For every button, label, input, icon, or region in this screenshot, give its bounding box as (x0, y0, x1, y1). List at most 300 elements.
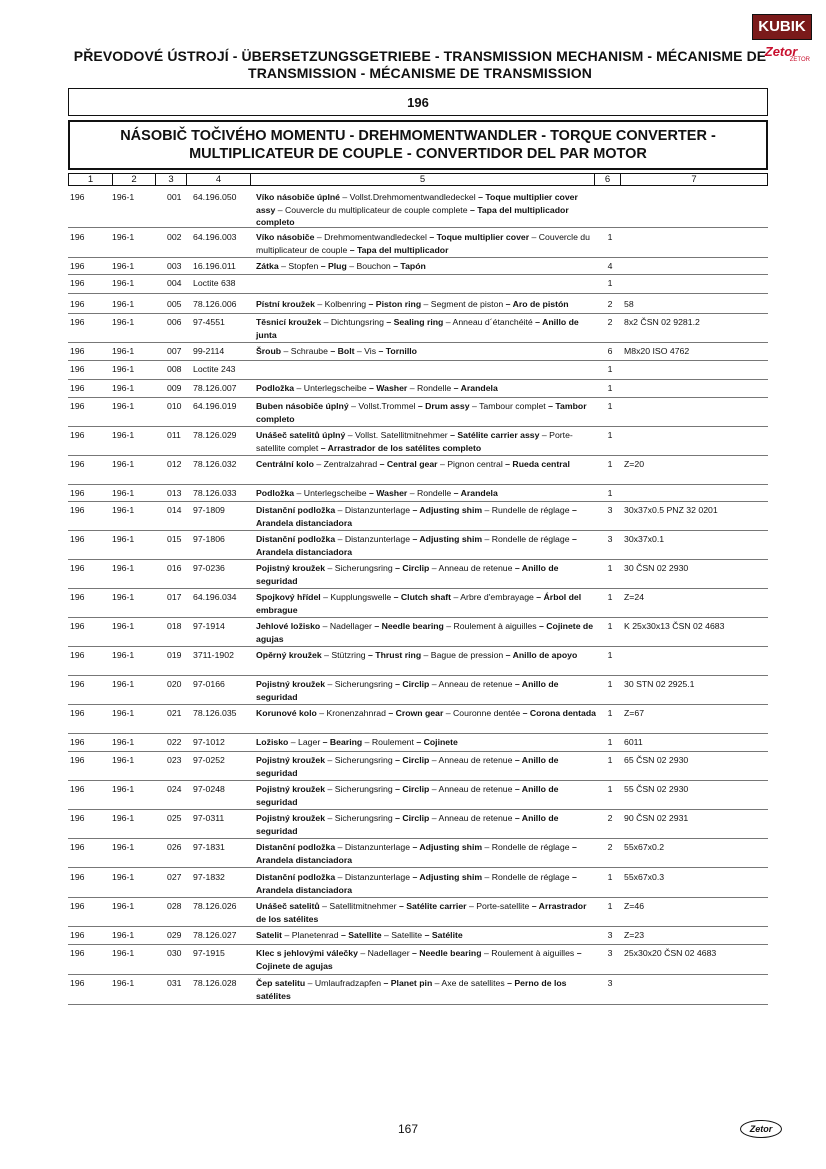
description-term: – Arandela (451, 488, 498, 498)
description-term: – Needle bearing (371, 621, 444, 631)
table-cell-c4: 97-0311 (193, 813, 225, 823)
description-term: – Drum assy (415, 401, 470, 411)
table-cell-c6: 1 (607, 383, 613, 393)
description-term: – Rondelle de réglage (482, 872, 570, 882)
description-term: – Stopfen (278, 261, 319, 271)
table-cell-c1: 196 (70, 364, 85, 374)
table-cell-c6: 1 (607, 872, 613, 882)
description-term: – Rondelle (407, 383, 452, 393)
description-term: – Sealing ring (383, 317, 444, 327)
description-term: – Adjusting shim (410, 872, 483, 882)
table-cell-c1: 196 (70, 650, 85, 660)
table-cell-c3: 022 (167, 737, 182, 747)
table-cell-c2: 196-1 (112, 737, 135, 747)
table-cell-c5 (256, 812, 596, 837)
table-cell-c3: 025 (167, 813, 182, 823)
table-cell-c3: 007 (167, 346, 182, 356)
description-term: Spojkový hřídel (256, 592, 321, 602)
table-cell-c1: 196 (70, 755, 85, 765)
table-cell-c2: 196-1 (112, 650, 135, 660)
description-term: Centrální kolo (256, 459, 314, 469)
description-term: – Rondelle de réglage (482, 842, 570, 852)
table-cell-c3: 014 (167, 505, 182, 515)
table-cell-c3: 010 (167, 401, 182, 411)
table-cell-c4: 97-1012 (193, 737, 225, 747)
description-term: – Drehmomentwandledeckel (314, 232, 427, 242)
table-cell-c6: 1 (607, 650, 613, 660)
table-cell-c1: 196 (70, 430, 85, 440)
table-cell-c2: 196-1 (112, 383, 135, 393)
table-cell-c5 (256, 783, 596, 808)
description-term: – Adjusting shim (410, 534, 483, 544)
description-term: – Arandela (451, 383, 498, 393)
table-cell-c2: 196-1 (112, 563, 135, 573)
table-cell-c2: 196-1 (112, 232, 135, 242)
table-cell-c2: 196-1 (112, 364, 135, 374)
table-cell-c6: 3 (607, 534, 613, 544)
description-term: – Satellitmitnehmer (319, 901, 397, 911)
table-cell-c2: 196-1 (112, 948, 135, 958)
table-cell-c5 (256, 429, 596, 454)
description-term: – Arandela distanciadora (256, 505, 577, 528)
description-term: Ložisko (256, 737, 289, 747)
table-cell-c7: 6011 (624, 737, 643, 747)
table-cell-c7: 25x30x20 ČSN 02 4683 (624, 948, 717, 958)
table-cell-c5 (256, 316, 596, 341)
description-term: – Corona dentada (520, 708, 596, 718)
table-cell-c5 (256, 260, 596, 273)
table-cell-c5 (256, 707, 596, 720)
description-term: – Anillo de seguridad (256, 813, 559, 836)
table-cell-c2: 196-1 (112, 488, 135, 498)
description-term: – Tapón (390, 261, 426, 271)
table-cell-c6: 1 (607, 592, 613, 602)
description-term: – Vollst. Satellitmitnehmer (345, 430, 448, 440)
table-cell-c6: 3 (607, 505, 613, 515)
table-cell-c2: 196-1 (112, 842, 135, 852)
description-term: – Rundelle de réglage (482, 505, 570, 515)
description-term: – Tapa del multiplicador completo (256, 204, 569, 227)
description-term: – Porte-satellite complet (256, 430, 573, 453)
description-term: – Tambor completo (256, 401, 587, 424)
table-cell-c3: 003 (167, 261, 182, 271)
table-cell-c2: 196-1 (112, 872, 135, 882)
zetor-footer-logo: Zetor (740, 1120, 782, 1138)
table-cell-c2: 196-1 (112, 459, 135, 469)
title-line-1: NÁSOBIČ TOČIVÉHO MOMENTU - DREHMOMENTWANDLER - TORQUE CONVERTER - (120, 128, 716, 144)
column-header: 7 (691, 174, 697, 185)
description-term: – Tambour complet (469, 401, 546, 411)
description-term: Unášeč satelitů úplný (256, 430, 346, 440)
table-row (68, 975, 768, 1004)
description-term: – Circlip (392, 784, 430, 794)
description-term: – Roulement à aiguilles (443, 621, 537, 631)
description-term: – Sicherungsring (325, 563, 393, 573)
table-cell-c3: 004 (167, 278, 182, 288)
table-cell-c4: 78.126.026 (193, 901, 237, 911)
table-row (68, 647, 768, 675)
table-cell-c4: 16.196.011 (193, 261, 236, 271)
table-cell-c1: 196 (70, 948, 85, 958)
table-cell-c3: 008 (167, 364, 182, 374)
table-cell-c6: 1 (607, 679, 613, 689)
description-term: Korunové kolo (256, 708, 317, 718)
table-cell-c3: 019 (167, 650, 182, 660)
table-cell-c4: 97-0166 (193, 679, 225, 689)
table-cell-c5 (256, 649, 596, 662)
column-header: 6 (595, 174, 621, 185)
table-cell-c7: M8x20 ISO 4762 (624, 346, 690, 356)
table-cell-c4: 99-2114 (193, 346, 225, 356)
description-term: – Anneau de retenue (429, 679, 513, 689)
table-cell-c3: 030 (167, 948, 182, 958)
table-cell-c1: 196 (70, 401, 85, 411)
table-cell-c7: 30x37x0.1 (624, 534, 665, 544)
description-term: – Satélite carrier (396, 901, 467, 911)
description-term: – Cojinete de agujas (256, 948, 582, 971)
header-line-1: PŘEVODOVÉ ÚSTROJÍ - ÜBERSETZUNGSGETRIEBE - TRANSMISSION MECHANISM - MÉCANISME DE (73, 48, 767, 64)
table-cell-c6: 1 (607, 278, 613, 288)
table-cell-c3: 026 (167, 842, 182, 852)
description-term: – Sicherungsring (325, 679, 393, 689)
table-cell-c4: 78.126.032 (193, 459, 237, 469)
description-term: – Satélite carrier assy (447, 430, 540, 440)
column-header: 5 (251, 174, 595, 185)
table-cell-c3: 021 (167, 708, 182, 718)
table-cell-c3: 024 (167, 784, 182, 794)
table-cell-c2: 196-1 (112, 901, 135, 911)
description-term: Distanční podložka (256, 505, 336, 515)
table-cell-c7: K 25x30x13 ČSN 02 4683 (624, 621, 725, 631)
table-cell-c6: 4 (607, 261, 613, 271)
description-term: – Arandela distanciadora (256, 872, 577, 895)
table-cell-c4: 64.196.050 (193, 192, 237, 202)
table-cell-c3: 002 (167, 232, 182, 242)
table-cell-c6: 3 (607, 948, 613, 958)
description-term: – Arandela distanciadora (256, 534, 577, 557)
description-term: – Washer (366, 488, 408, 498)
description-term: – Arandela distanciadora (256, 842, 577, 865)
table-cell-c4: 97-0252 (193, 755, 225, 765)
table-cell-c2: 196-1 (112, 784, 135, 794)
description-term: Satelit (256, 930, 283, 940)
table-cell-c6: 1 (607, 621, 613, 631)
table-cell-c7: Z=23 (624, 930, 645, 940)
table-cell-c2: 196-1 (112, 813, 135, 823)
table-row (68, 427, 768, 455)
table-row (68, 839, 768, 867)
description-term: – Sicherungsring (325, 813, 393, 823)
table-cell-c5 (256, 298, 596, 311)
table-cell-c1: 196 (70, 901, 85, 911)
description-term: – Nadellager (357, 948, 410, 958)
description-term: Klec s jehlovými válečky (256, 948, 358, 958)
description-term: – Vollst.Trommel (348, 401, 416, 411)
table-cell-c4: Loctite 638 (193, 278, 236, 288)
table-cell-c1: 196 (70, 930, 85, 940)
description-term: Pojistný kroužek (256, 563, 326, 573)
table-cell-c4: 78.126.035 (193, 708, 237, 718)
description-term: – Toque multiplier cover (426, 232, 530, 242)
description-term: – Needle bearing (409, 948, 482, 958)
description-term: – Anillo de seguridad (256, 563, 559, 586)
table-cell-c3: 028 (167, 901, 182, 911)
description-term: Pojistný kroužek (256, 784, 326, 794)
table-cell-c2: 196-1 (112, 278, 135, 288)
description-term: – Adjusting shim (410, 842, 483, 852)
table-cell-c4: Loctite 243 (193, 364, 236, 374)
description-term: – Axe de satellites (432, 978, 505, 988)
table-cell-c7: 90 ČSN 02 2931 (624, 813, 689, 823)
table-cell-c5 (256, 736, 596, 749)
table-cell-c1: 196 (70, 346, 85, 356)
table-cell-c4: 64.196.034 (193, 592, 237, 602)
table-cell-c5 (256, 400, 596, 425)
table-row (68, 296, 768, 313)
table-cell-c6: 1 (607, 563, 613, 573)
table-cell-c2: 196-1 (112, 592, 135, 602)
description-term: – Kolbenring (314, 299, 367, 309)
table-cell-c3: 018 (167, 621, 182, 631)
row-divider (68, 867, 768, 868)
description-term: – Porte-satellite (466, 901, 530, 911)
page-header (70, 48, 770, 82)
table-cell-c4: 97-1832 (193, 872, 225, 882)
table-cell-c1: 196 (70, 872, 85, 882)
description-term: – Zentralzahrad (313, 459, 378, 469)
table-cell-c4: 78.126.033 (193, 488, 237, 498)
table-cell-c1: 196 (70, 278, 85, 288)
table-cell-c3: 009 (167, 383, 182, 393)
description-term: – Anillo de seguridad (256, 755, 559, 778)
section-number: 196 (68, 88, 768, 116)
table-row (68, 810, 768, 838)
table-cell-c7: 30 STN 02 2925.1 (624, 679, 695, 689)
table-cell-c4: 97-1914 (193, 621, 225, 631)
table-cell-c5 (256, 382, 596, 395)
table-cell-c5 (256, 487, 596, 500)
header-line-2: TRANSMISSION - MÉCANISME DE TRANSMISSION (248, 65, 592, 81)
table-cell-c1: 196 (70, 488, 85, 498)
table-cell-c2: 196-1 (112, 679, 135, 689)
table-cell-c1: 196 (70, 737, 85, 747)
table-cell-c6: 1 (607, 737, 613, 747)
description-term: – Rondelle (407, 488, 452, 498)
table-cell-c3: 005 (167, 299, 182, 309)
description-term: – Pignon central (437, 459, 503, 469)
description-term: – Anneau de retenue (429, 784, 513, 794)
description-term: Pojistný kroužek (256, 813, 326, 823)
description-term: – Roulement à aiguilles (481, 948, 575, 958)
description-term: Distanční podložka (256, 842, 336, 852)
description-term: – Kupplungswelle (320, 592, 392, 602)
table-cell-c6: 2 (607, 813, 613, 823)
description-term: – Piston ring (366, 299, 422, 309)
table-cell-c1: 196 (70, 232, 85, 242)
table-cell-c2: 196-1 (112, 505, 135, 515)
table-cell-c4: 97-4551 (193, 317, 225, 327)
table-row (68, 456, 768, 484)
table-row (68, 343, 768, 360)
table-cell-c5 (256, 754, 596, 779)
description-term: Těsnicí kroužek (256, 317, 322, 327)
description-term: – Perno de los satélites (256, 978, 567, 1001)
description-term: – Distanzunterlage (335, 842, 411, 852)
table-row (68, 705, 768, 733)
table-cell-c4: 3711-1902 (193, 650, 234, 660)
description-term: – Anillo de apoyo (503, 650, 578, 660)
description-term: – Central gear (377, 459, 438, 469)
table-cell-c4: 97-0236 (193, 563, 225, 573)
table-cell-c2: 196-1 (112, 755, 135, 765)
description-term: – Unterlegscheibe (294, 488, 367, 498)
title-line-2: MULTIPLICATEUR DE COUPLE - CONVERTIDOR DEL PAR MOTOR (189, 146, 647, 162)
description-term: Pojistný kroužek (256, 679, 326, 689)
table-cell-c4: 78.126.027 (193, 930, 237, 940)
description-term: – Clutch shaft (391, 592, 452, 602)
table-cell-c2: 196-1 (112, 930, 135, 940)
table-cell-c7: Z=24 (624, 592, 645, 602)
table-cell-c2: 196-1 (112, 534, 135, 544)
table-cell-c7: Z=67 (624, 708, 645, 718)
table-cell-c6: 1 (607, 901, 613, 911)
section-title (68, 120, 768, 170)
description-term: Buben násobiče úplný (256, 401, 349, 411)
table-cell-c5 (256, 504, 596, 529)
table-cell-c5 (256, 620, 596, 645)
description-term: – Cojinete (413, 737, 458, 747)
table-cell-c5 (256, 533, 596, 558)
table-cell-c1: 196 (70, 621, 85, 631)
table-cell-c1: 196 (70, 261, 85, 271)
table-cell-c3: 031 (167, 978, 182, 988)
table-cell-c5 (256, 841, 596, 866)
table-cell-c3: 029 (167, 930, 182, 940)
table-cell-c4: 78.126.006 (193, 299, 237, 309)
description-term: – Lager (288, 737, 321, 747)
table-cell-c6: 3 (607, 978, 613, 988)
table-row (68, 945, 768, 974)
description-term: – Plug (318, 261, 347, 271)
column-header: 4 (187, 174, 251, 185)
description-term: – Circlip (392, 755, 430, 765)
table-cell-c6: 1 (607, 488, 613, 498)
table-row (68, 502, 768, 530)
table-cell-c1: 196 (70, 563, 85, 573)
description-term: – Dichtungsring (321, 317, 384, 327)
table-cell-c5 (256, 562, 596, 587)
table-cell-c1: 196 (70, 708, 85, 718)
table-cell-c2: 196-1 (112, 621, 135, 631)
table-cell-c5 (256, 947, 596, 972)
table-cell-c5 (256, 871, 596, 896)
table-row (68, 734, 768, 751)
description-term: Pístní kroužek (256, 299, 315, 309)
table-row (68, 398, 768, 426)
column-header-row (68, 173, 768, 186)
description-term: – Tapa del multiplicador (347, 244, 449, 255)
table-cell-c5 (256, 345, 596, 358)
table-cell-c1: 196 (70, 813, 85, 823)
table-cell-c3: 020 (167, 679, 182, 689)
table-cell-c6: 1 (607, 784, 613, 794)
table-cell-c6: 1 (607, 459, 613, 469)
description-term: – Arbre d'embrayage (451, 592, 534, 602)
description-term: – Satellite (338, 930, 382, 940)
table-cell-c3: 011 (167, 430, 181, 440)
description-term: – Vollst.Drehmomentwandledeckel (340, 192, 476, 202)
table-cell-c5 (256, 678, 596, 703)
table-cell-c2: 196-1 (112, 978, 135, 988)
table-cell-c1: 196 (70, 505, 85, 515)
table-cell-c1: 196 (70, 534, 85, 544)
table-cell-c3: 001 (167, 192, 182, 202)
table-cell-c6: 1 (607, 401, 613, 411)
column-header: 1 (69, 174, 113, 185)
description-term: – Anillo de seguridad (256, 679, 559, 702)
description-term: – Circlip (392, 563, 430, 573)
description-term: Zátka (256, 261, 279, 271)
description-term: – Bouchon (346, 261, 391, 271)
table-cell-c1: 196 (70, 317, 85, 327)
table-cell-c7: 55x67x0.3 (624, 872, 665, 882)
table-cell-c3: 017 (167, 592, 182, 602)
table-cell-c6: 2 (607, 299, 613, 309)
description-term: – Vis (354, 346, 377, 356)
table-cell-c2: 196-1 (112, 430, 135, 440)
table-cell-c7: 8x2 ČSN 02 9281.2 (624, 317, 700, 327)
description-term: – Thrust ring (365, 650, 422, 660)
table-cell-c6: 1 (607, 364, 613, 374)
description-term: – Satellite (381, 930, 423, 940)
table-cell-c6: 1 (607, 755, 613, 765)
table-cell-c6: 1 (607, 708, 613, 718)
description-term: – Toque multiplier cover assy (256, 192, 578, 215)
description-term: – Stützring (321, 650, 366, 660)
description-term: – Distanzunterlage (335, 872, 411, 882)
table-cell-c3: 027 (167, 872, 182, 882)
zetor-logo-sub: ZETOR (789, 57, 810, 63)
table-cell-c2: 196-1 (112, 317, 135, 327)
table-cell-c1: 196 (70, 459, 85, 469)
table-row (68, 361, 768, 379)
table-cell-c5 (256, 591, 596, 616)
table-cell-c2: 196-1 (112, 401, 135, 411)
table-cell-c2: 196-1 (112, 261, 135, 271)
description-term: – Rueda central (502, 459, 570, 469)
table-cell-c1: 196 (70, 978, 85, 988)
description-term: Víko násobiče (256, 232, 315, 242)
description-term: – Árbol del embrague (256, 592, 582, 615)
description-term: Podložka (256, 488, 295, 498)
page-number: 167 (398, 1122, 419, 1136)
description-term: – Schraube (281, 346, 328, 356)
table-cell-c5 (256, 191, 596, 229)
brand-logos (752, 14, 812, 63)
table-cell-c4: 78.126.029 (193, 430, 237, 440)
table-cell-c4: 64.196.019 (193, 401, 237, 411)
description-term: – Adjusting shim (410, 505, 483, 515)
table-cell-c7: 58 (624, 299, 634, 309)
description-term: Pojistný kroužek (256, 755, 326, 765)
description-term: – Planetenrad (282, 930, 339, 940)
description-term: Opěrný kroužek (256, 650, 322, 660)
description-term: – Couronne dentée (443, 708, 521, 718)
table-cell-c2: 196-1 (112, 299, 135, 309)
table-cell-c3: 006 (167, 317, 182, 327)
table-row (68, 927, 768, 944)
table-cell-c3: 023 (167, 755, 182, 765)
